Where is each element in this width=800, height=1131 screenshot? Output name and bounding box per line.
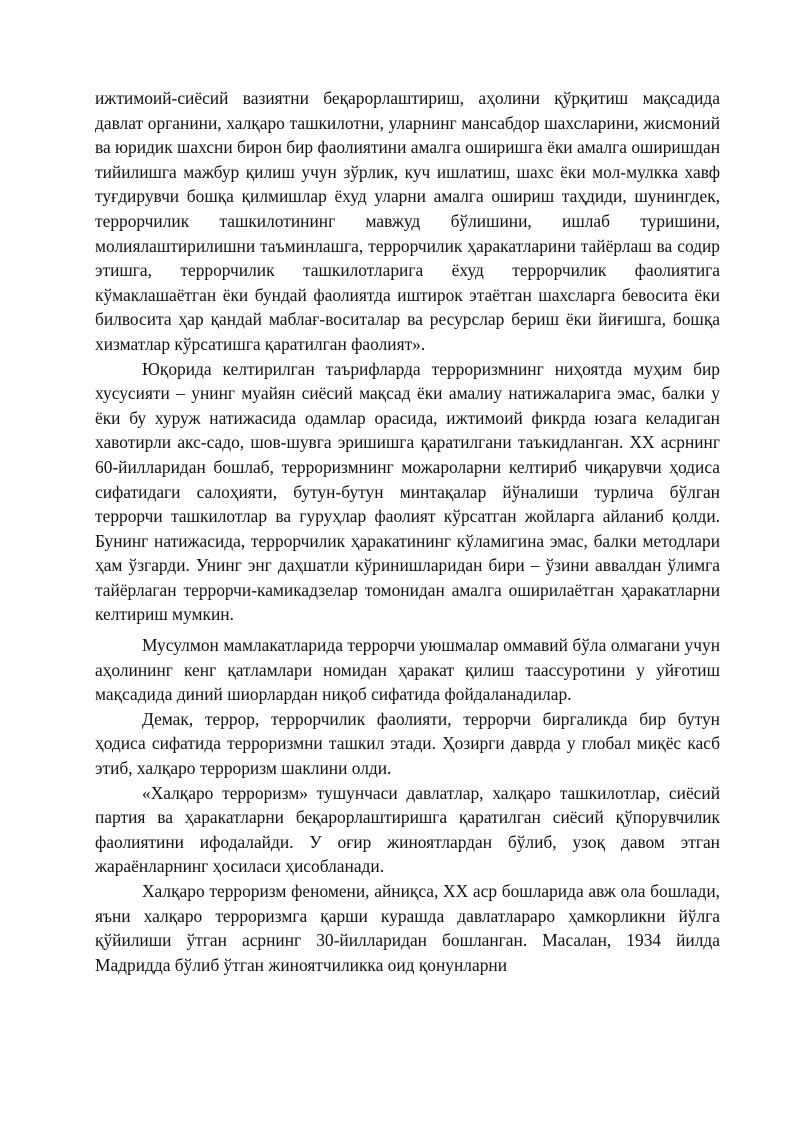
- paragraph-phenomenon: Халқаро терроризм феномени, айниқса, XX аср бошларида авж ола бошлади, яъни халқаро терроризмга қарши курашда давлатлараро ҳамкорликни йўлга қўйилиши ўтган асрнинг 30-йилларидан бошланган. Масалан, 1934 йилда Мадридда бўлиб ўтган жиноятчиликка оид қонунларни: [95, 881, 720, 975]
- body-text: [95, 86, 720, 977]
- paragraph-terror-whole: Демак, террор, террорчилик фаолияти, террорчи биргаликда бир бутун ҳодиса сифатида терроризмни ташкил этади. Ҳозирги даврда у глобал миқёс касб этиб, халқаро терроризм шаклини олди.: [95, 708, 720, 779]
- paragraph-muslim-countries: Мусулмон мамлакатларида террорчи уюшмалар оммавий бўла олмагани учун аҳолининг кенг қатламлари номидан ҳаракат қилиш таассуротини у уйғотиш мақсадида диний шиорлардан ниқоб сифатида фойдаланадилар.: [95, 635, 720, 705]
- paragraph-international-terrorism: «Халқаро терроризм» тушунчаси давлатлар, халқаро ташкилотлар, сиёсий партия ва ҳаракатларни беқарорлаштиришга қаратилган сиёсий қўпорувчилик фаолиятини ифодалайди. У оғир жиноятлардан бўлиб, узоқ давом этган жараёнларнинг ҳосиласи ҳисобланади.: [95, 782, 720, 877]
- paragraph-definitions: Юқорида келтирилган таърифларда терроризмнинг ниҳоятда муҳим бир хусусияти – унинг муайян сиёсий мақсад ёки амалиу натижаларига эмас, балки у ёки бу хуруж натижасида одамлар орасида, ижтимоий фикрда юзага келадиган хавотирли акс-садо, шов-шувга эришишга қаратилгани таъкидланган. XX асрнинг 60-йилларидан бошлаб, терроризмнинг можароларни келтириб чиқарувчи ҳодиса сифатидаги салоҳияти, бутун-бутун минтақалар йўналиши турлича бўлган террорчи ташкилотлар ва гуруҳлар фаолият кўрсатган жойларга айланиб қолди. Бунинг натижасида, террорчилик ҳаракатининг кўламигина эмас, балки методлари ҳам ўзгарди. Унинг энг даҳшатли кўринишларидан бири – ўзини аввалдан ўлимга тайёрлаган террорчи-камикадзелар томонидан амалга оширилаётган ҳаракатларни келтириш мумкин.: [95, 358, 720, 625]
- paragraph-continued: ижтимоий-сиёсий вазиятни беқарорлаштириш, аҳолини қўрқитиш мақсадида давлат органини, халқаро ташкилотни, уларнинг мансабдор шахсларини, жисмоний ва юридик шахсни бирон бир фаолиятини амалга оширишга ёки амалга оширишдан тийилишга мажбур қилиш учун зўрлик, куч ишлатиш, шахс ёки мол-мулкка хавф туғдирувчи бошқа қилмишлар ёхуд уларни амалга ошириш таҳдиди, шунингдек, террорчилик ташкилотининг мавжуд бўлишини, ишлаб туришини, молиялаштирилишни таъминлашга, террорчилик ҳаракатларини тайёрлаш ва содир этишга, террорчилик ташкилотларига ёхуд террорчилик фаолиятига кўмаклашаётган ёки бундай фаолиятда иштирок этаётган шахсларга бевосита ёки билвосита ҳар қандай маблағ-воситалар ва ресурслар бериш ёки йиғишга, бошқа хизматлар кўрсатишга қаратилган фаолият».: [95, 88, 720, 354]
